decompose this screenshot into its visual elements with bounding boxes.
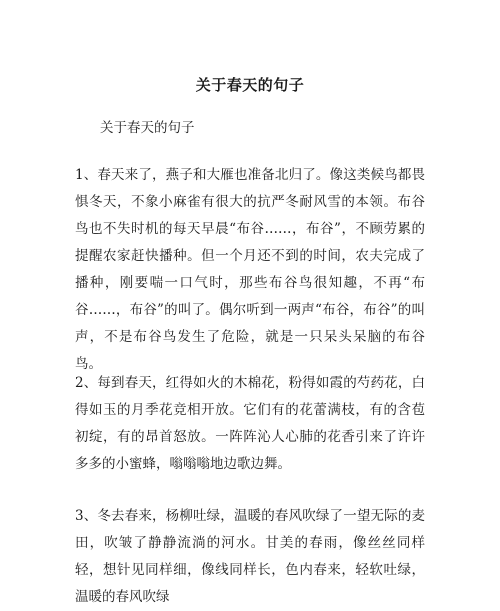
document-subtitle: 关于春天的句子 — [100, 120, 195, 136]
paragraph-3: 3、冬去春来，杨柳吐绿，温暖的春风吹绿了一望无际的麦田，吹皱了静静流淌的河水。甘美的春雨，像丝丝同样轻，想针见同样细，像线同样长，色内春来，轻软吐绿，温暖的春风吹绿 — [75, 508, 425, 605]
paragraph-2: 2、每到春天，红得如火的木棉花，粉得如霞的芍药花，白得如玉的月季花竞相开放。它们有的花蕾满枝，有的含苞初绽，有的昂首怒放。一阵阵沁人心肺的花香引来了许许多多的小蜜蜂，嗡嗡嗡地边歌边舞。 — [75, 375, 425, 472]
paragraph-1: 1、春天来了，燕子和大雁也准备北归了。像这类候鸟都畏惧冬天，不象小麻雀有很大的抗严冬耐风雪的本领。布谷鸟也不失时机的每天早晨“布谷……，布谷”，不顾劳累的提醒农家赶快播种。但一个月还不到的时间，农夫完成了播种，刚要喘一口气时，那些布谷鸟很知趣，不再“布谷……，布谷”的叫了。偶尔听到一两声“布谷，布谷”的叫声，不是布谷鸟发生了危险，就是一只呆头呆脑的布谷鸟。 — [75, 167, 425, 372]
document-title: 关于春天的句子 — [195, 76, 305, 94]
